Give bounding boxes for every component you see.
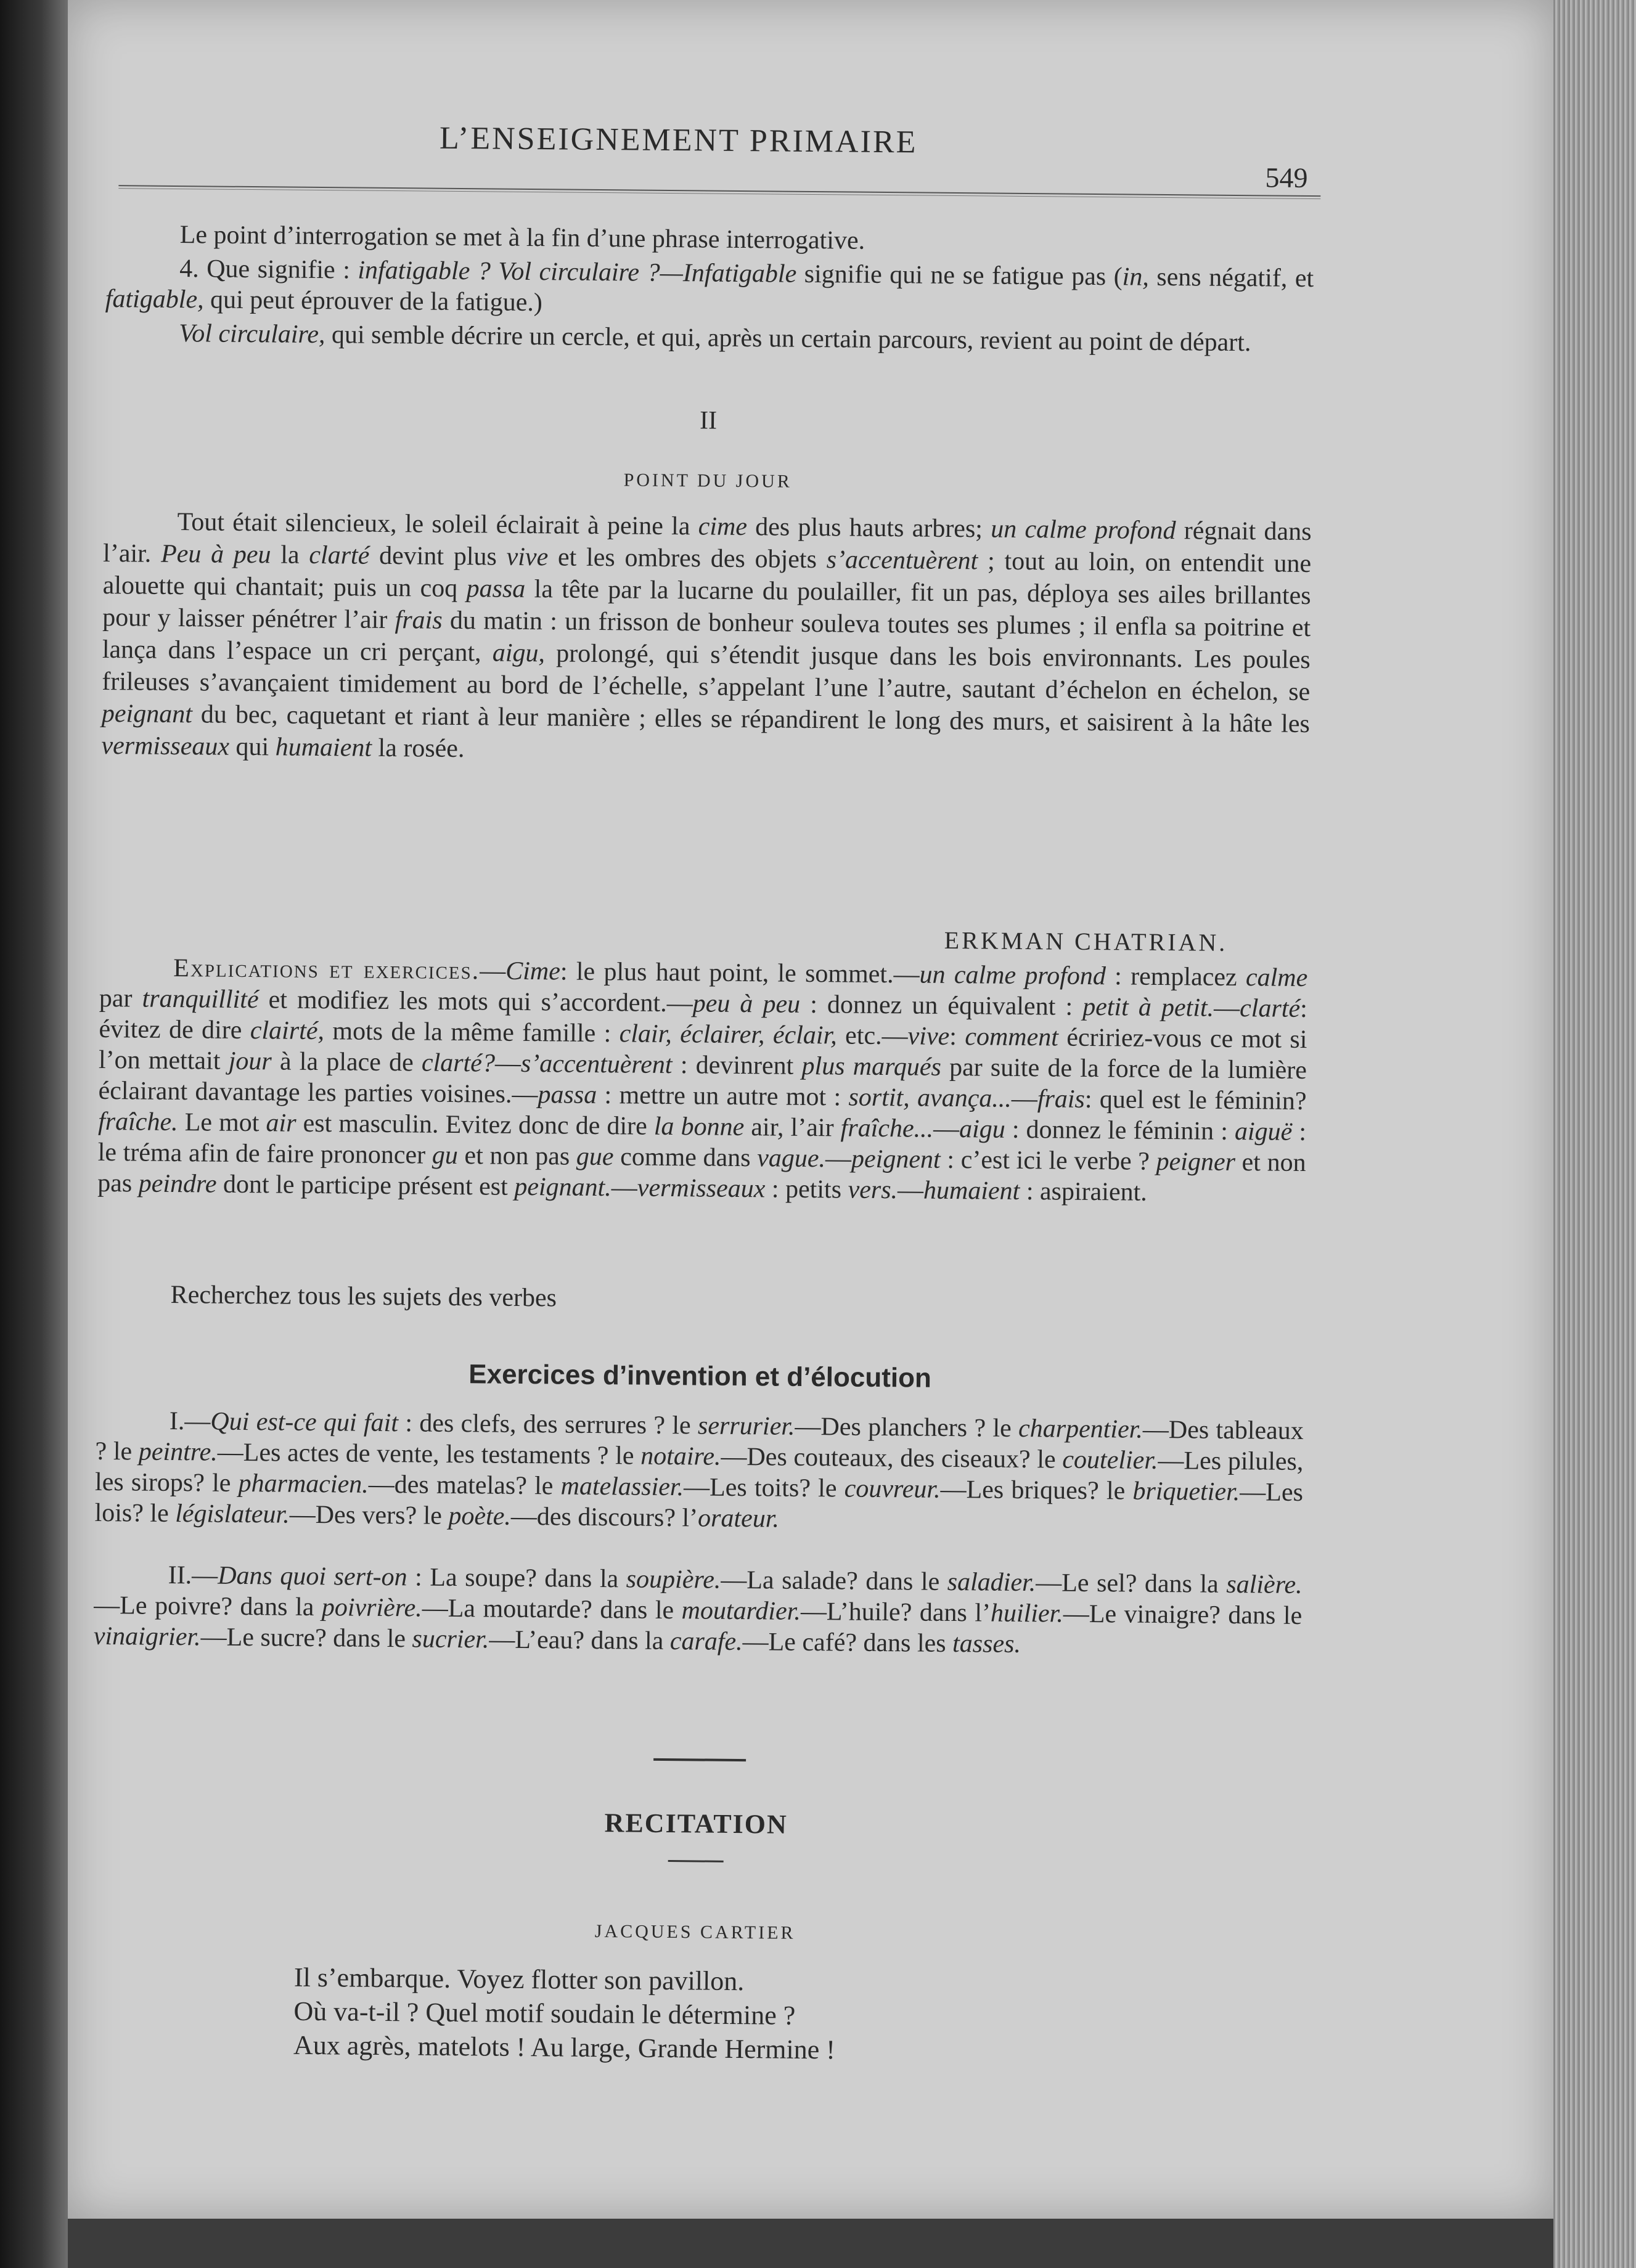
text-run: —La salade? dans le	[721, 1565, 947, 1596]
text-run: —Les lois? le	[94, 1478, 1304, 1528]
text-run: : petits	[765, 1175, 848, 1204]
italic-run: vive	[907, 1022, 950, 1051]
italic-run: gu	[431, 1141, 459, 1170]
italic-run: fraîche.	[97, 1107, 178, 1137]
italic-run: comment	[965, 1022, 1059, 1052]
running-head: L’ENSEIGNEMENT PRIMAIRE	[439, 120, 918, 160]
italic-run: orateur.	[697, 1504, 780, 1533]
italic-run: serrurier.	[697, 1411, 795, 1441]
italic-run: législateur.	[175, 1499, 290, 1529]
recherchez-text: Recherchez tous les sujets des verbes	[170, 1280, 557, 1313]
text-run: —Les actes de vente, les testaments ? le	[217, 1438, 641, 1471]
text-run: et les ombres des objets	[547, 543, 827, 574]
italic-run: aiguë	[1234, 1117, 1293, 1146]
italic-run: huilier.	[990, 1599, 1064, 1628]
q4-text: sens négatif, et	[1148, 263, 1314, 293]
italic-run: peindre	[138, 1169, 217, 1199]
italic-run: aigu	[959, 1115, 1005, 1144]
explications-paragraph	[97, 952, 1307, 1209]
italic-run: sortit, avança...	[848, 1083, 1012, 1113]
italic-run: peignant	[101, 699, 193, 729]
italic-run: Peu à peu	[160, 539, 271, 569]
italic-run: vers.	[848, 1175, 898, 1205]
italic-run: frais	[395, 606, 443, 635]
italic-run: pharmacien.	[238, 1469, 369, 1499]
italic-run: jour	[228, 1046, 272, 1076]
italic-run: sucrier.	[412, 1625, 489, 1654]
text-run: : c’est ici le verbe ?	[940, 1145, 1156, 1176]
italic-run: humaient	[275, 733, 372, 762]
text-run: :	[949, 1022, 965, 1051]
text-run: régnait dans l’air.	[102, 516, 1312, 568]
italic-run: peigner	[1156, 1147, 1236, 1177]
vc-italic: Vol circulaire,	[179, 319, 325, 349]
text-run: —Le café? dans les	[742, 1628, 953, 1658]
italic-run: clarté	[1239, 994, 1301, 1023]
italic-run: tranquillité	[142, 984, 259, 1014]
text-run: —des discours? l’	[510, 1502, 698, 1533]
italic-run: plus marqués	[801, 1051, 942, 1082]
italic-run: humaient	[923, 1176, 1020, 1205]
q4-italic: in,	[1122, 263, 1150, 292]
italic-run: la bonne	[653, 1112, 745, 1142]
text-run: —La moutarde? dans le	[422, 1594, 682, 1625]
text-run: du bec, caquetant et riant à leur manière ; elles se répandirent le long des murs, et saisirent à la hâte les	[192, 700, 1311, 739]
text-run: —Le sucre? dans le	[200, 1623, 412, 1654]
italic-run: carafe.	[669, 1627, 743, 1657]
italic-run: soupière.	[626, 1565, 721, 1594]
narrative-paragraph	[101, 505, 1312, 772]
text-run: par	[99, 984, 142, 1013]
text-run: : remplacez	[1105, 962, 1246, 992]
italic-run: matelassier.	[560, 1472, 684, 1502]
italic-run: vinaigrier.	[93, 1621, 201, 1652]
text-run: : le plus haut point, le sommet.—	[560, 957, 920, 989]
text-run: —	[1213, 993, 1240, 1023]
text-run: —Des couteaux, des ciseaux? le	[721, 1442, 1063, 1474]
question-4	[105, 253, 1314, 325]
bottom-shadow	[68, 2219, 1553, 2268]
text-run: etc.—	[836, 1021, 908, 1051]
text-run: —Les briques? le	[940, 1475, 1133, 1506]
italic-run: vague.	[757, 1144, 826, 1173]
text-run: : des clefs, des serrures ? le	[398, 1409, 698, 1440]
text-run: —L’huile? dans l’	[800, 1597, 991, 1628]
q4-text: 4. Que signifie :	[179, 255, 358, 285]
text-run: devint plus	[369, 541, 507, 571]
text-run: des plus hauts arbres;	[746, 513, 991, 544]
text-run: II.—	[168, 1560, 218, 1590]
text-run: —Le vinaigre? dans le	[1063, 1599, 1303, 1631]
text-run: Tout était silencieux, le soleil éclairait à peine la	[177, 508, 698, 541]
text-run: —	[933, 1114, 960, 1144]
text-run: —des matelas? le	[368, 1470, 561, 1501]
q4-text: signifie qui ne se fatigue pas (	[796, 259, 1123, 292]
italic-run: clarté	[309, 540, 370, 570]
page-stack-edge	[1553, 0, 1636, 2268]
q4-text: qui peut éprouver de la fatigue.)	[203, 285, 543, 317]
text-run: —Le sel? dans la	[1036, 1568, 1227, 1599]
italic-run: calme	[1245, 963, 1308, 993]
italic-run: passa	[538, 1080, 597, 1109]
text-run: air, l’air	[744, 1113, 841, 1143]
text-run: ; tout au loin, on entendit une alouette qui chantait; puis un coq	[102, 547, 1312, 603]
italic-run: briquetier.	[1132, 1477, 1240, 1507]
italic-run: air	[266, 1109, 297, 1138]
text-run: dont le participe présent est	[216, 1170, 515, 1201]
italic-run: gue	[576, 1142, 614, 1172]
italic-run: Cime	[505, 957, 561, 986]
text-run: du matin : un frisson de bonheur souleva toutes ses plumes ; il enfla sa poitrine et lança dans l’espace un cri perçant,	[102, 606, 1311, 667]
text-run: par suite de la force de la lumière éclairant davantage les parties voisines.—	[98, 1053, 1307, 1109]
text-run: : aspiraient.	[1020, 1177, 1147, 1207]
text-run: : donnez le féminin :	[1005, 1115, 1235, 1146]
italic-run: vive	[506, 542, 549, 572]
text-run: —	[897, 1176, 924, 1205]
text-run: —Des tableaux ? le	[95, 1415, 1304, 1466]
italic-run: tasses.	[952, 1630, 1021, 1659]
italic-run: peu à peu	[692, 989, 801, 1019]
italic-run: charpentier.	[1018, 1414, 1143, 1444]
italic-run: cime	[698, 512, 748, 542]
q4-italic: infatigable ? Vol circulaire ?—Infatigable	[358, 256, 797, 288]
smallcaps-run: Explications et exercices.	[173, 953, 480, 985]
italic-run: saladier.	[947, 1567, 1036, 1597]
text-run: et non pas	[457, 1141, 577, 1171]
text-run: —L’eau? dans la	[489, 1625, 671, 1656]
text-run: : La soupe? dans la	[407, 1563, 626, 1594]
text-run: et modifiez les mots qui s’accordent.—	[258, 985, 693, 1018]
italic-run: fraîche...	[840, 1114, 934, 1143]
italic-run: salière.	[1226, 1570, 1303, 1600]
italic-run: petit à petit.	[1082, 992, 1214, 1022]
text-run: —Le poivre? dans la	[94, 1591, 322, 1622]
text-run: à la place de	[271, 1047, 422, 1077]
italic-run: couvreur.	[844, 1474, 941, 1504]
invention-heading: Exercices d’invention et d’élocution	[468, 1359, 932, 1393]
text-run: mots de la même famille :	[324, 1017, 620, 1048]
binding-edge	[0, 0, 68, 2268]
text-run: la rosée.	[371, 733, 465, 764]
italic-run: vermisseaux	[637, 1173, 766, 1204]
section-numeral: II	[699, 406, 718, 435]
italic-run: frais	[1037, 1085, 1086, 1114]
italic-run: peintre.	[138, 1437, 218, 1467]
text-run: est masculin. Evitez donc de dire	[296, 1109, 655, 1141]
text-run: prolongé, qui s’étendit jusque dans les bois environnants. Les poules frileuses s’avançaient timidement au bord de l’échelle, s’appelant l’une l’autre, sautant d’échelon en échelon, se	[102, 639, 1311, 707]
italic-run: poivrière.	[321, 1593, 422, 1623]
text-run: Le mot	[178, 1108, 266, 1138]
poem-title: JACQUES CARTIER	[594, 1921, 796, 1943]
text-run: comme dans	[613, 1143, 758, 1173]
recitation-heading: RECITATION	[604, 1808, 788, 1840]
text-run: I.—	[169, 1406, 211, 1436]
italic-run: Dans quoi sert-on	[217, 1561, 407, 1592]
italic-run: clair, éclairer, éclair,	[619, 1019, 837, 1050]
text-run: —	[1011, 1084, 1038, 1114]
italic-run: poète.	[448, 1501, 512, 1531]
invention-part-1	[94, 1405, 1304, 1539]
text-run: —Les toits? le	[683, 1473, 845, 1503]
italic-run: un calme profond	[919, 960, 1106, 991]
text-run: —Des vers? le	[289, 1500, 449, 1530]
italic-run: peignant.	[514, 1172, 611, 1202]
italic-run: s’accentuèrent	[826, 545, 978, 576]
section-title: POINT DU JOUR	[623, 470, 792, 492]
italic-run: clairté,	[250, 1016, 325, 1046]
text-run: : mettre un autre mot :	[596, 1080, 849, 1112]
interrogation-text: Le point d’interrogation se met à la fin d’une phrase interrogative.	[179, 221, 865, 255]
italic-run: moutardier.	[681, 1596, 801, 1626]
text-run: —Des planchers ? le	[795, 1412, 1019, 1443]
text-run: —	[480, 957, 506, 985]
text-run: : évitez de dire	[99, 994, 1307, 1045]
poem-line: Aux agrès, matelots ! Au large, Grande Hermine !	[293, 2029, 836, 2065]
text-run: —Les pilules, les sirops? le	[94, 1446, 1304, 1498]
italic-run: s’accentuèrent	[520, 1049, 673, 1080]
text-run: —	[825, 1144, 852, 1173]
italic-run: vermisseaux	[101, 731, 230, 761]
author-signature: ERKMAN CHATRIAN.	[944, 926, 1228, 957]
text-run: : le tréma afin de faire prononcer	[97, 1117, 1307, 1170]
text-run: la tête par la lucarne du poulailler, fit un pas, déploya ses ailes brillantes pour y laisser pénétrer l’air	[102, 574, 1311, 635]
italic-run: notaire.	[640, 1442, 721, 1471]
poem-line: Où va-t-il ? Quel motif soudain le détermine ?	[293, 1996, 796, 2031]
text-run: : quel est le féminin?	[1084, 1085, 1307, 1116]
italic-run: passa	[466, 574, 526, 603]
text-run: qui	[229, 732, 276, 762]
text-run: —	[611, 1173, 637, 1202]
vc-text: qui semble décrire un cercle, et qui, après un certain parcours, revient au point de départ.	[325, 320, 1251, 357]
text-run: : donnez un équivalent :	[800, 990, 1083, 1021]
invention-part-2	[94, 1559, 1303, 1662]
page-number: 549	[1265, 161, 1308, 194]
text-run: et non pas	[97, 1148, 1306, 1198]
q4-italic: fatigable,	[105, 284, 204, 314]
italic-run: Qui est-ce qui fait	[210, 1407, 399, 1438]
italic-run: aigu,	[492, 638, 546, 668]
italic-run: clarté?	[421, 1048, 496, 1078]
text-run: —	[494, 1049, 521, 1078]
italic-run: un calme profond	[991, 515, 1176, 545]
italic-run: peignent	[851, 1144, 941, 1174]
italic-run: coutelier.	[1062, 1445, 1158, 1475]
text-run: : devinrent	[672, 1051, 802, 1080]
text-run: écririez-vous ce mot si l’on mettait	[98, 1023, 1307, 1075]
text-run: la	[271, 540, 309, 569]
poem-line: Il s’embarque. Voyez flotter son pavillon.	[293, 1962, 745, 1997]
